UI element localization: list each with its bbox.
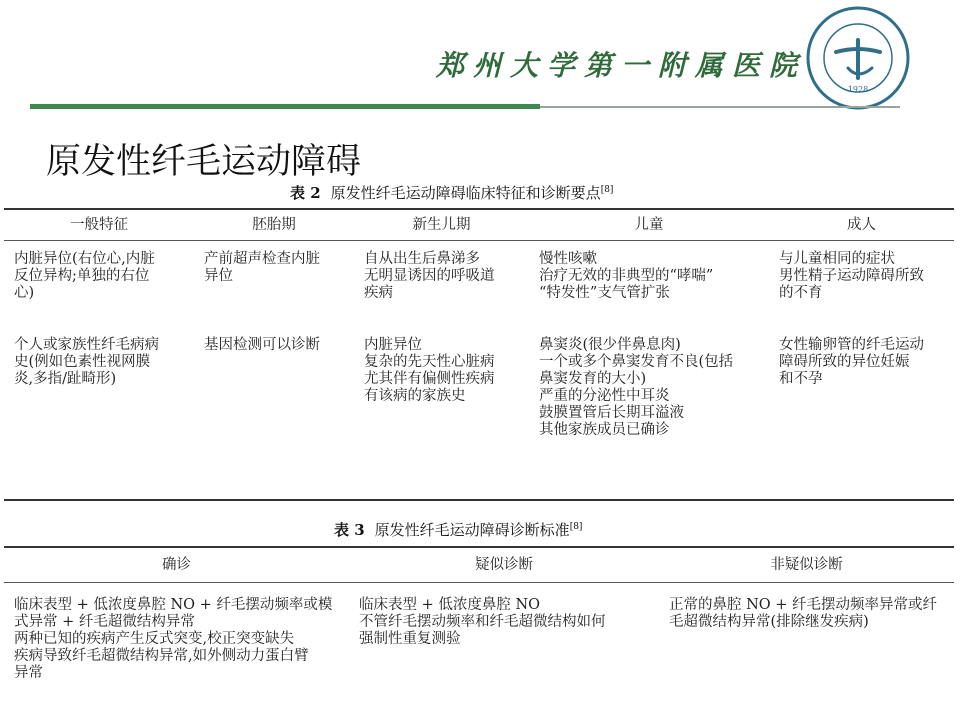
cell-line: 反位异构;单独的右位 (14, 268, 150, 284)
hospital-seal-icon (806, 6, 910, 110)
table2-column-header: 一般特征 (4, 209, 194, 241)
table3-column-header: 疑似诊断 (349, 547, 659, 583)
cell-line: “特发性”支气管扩张 (539, 285, 670, 301)
table-cell (4, 241, 194, 338)
table-cell (529, 337, 769, 500)
cell-line: 一个或多个鼻窦发育不良(包括 (539, 354, 734, 370)
table-row (4, 337, 954, 500)
cell-line: 尤其伴有偏侧性疾病 (364, 371, 495, 387)
table-cell (529, 241, 769, 338)
table3-label: 表 3 (334, 521, 365, 539)
logo-year: 1928 (847, 85, 869, 94)
cell-line: 产前超声检查内脏 (204, 251, 320, 267)
cell-line: 内脏异位 (364, 337, 422, 353)
cell-line: 鼓膜置管后长期耳溢液 (539, 405, 684, 421)
table2-caption (290, 182, 613, 203)
table-cell (354, 337, 529, 500)
table2-column-header: 儿童 (529, 209, 769, 241)
table-cell (194, 241, 354, 338)
table2-caption-text: 原发性纤毛运动障碍临床特征和诊断要点 (330, 184, 601, 202)
cell-line: 治疗无效的非典型的“哮喘” (539, 268, 714, 284)
cell-line: 史(例如色素性视网膜 (14, 354, 151, 370)
table-cell (659, 583, 954, 718)
cell-line: 与儿童相同的症状 (779, 251, 895, 267)
table3-caption-text: 原发性纤毛运动障碍诊断标准 (374, 521, 570, 539)
cell-line: 个人或家族性纤毛病病 (14, 337, 159, 353)
table3-caption (334, 519, 582, 540)
table3 (4, 546, 954, 717)
table2-header-row (4, 209, 954, 241)
cell-line: 异位 (204, 268, 233, 284)
header-divider-grey (540, 106, 900, 108)
table2-label: 表 2 (290, 184, 321, 202)
cell-line: 异常 (14, 665, 43, 681)
cell-line: 和不孕 (779, 371, 823, 387)
cell-line: 鼻窦发育的大小) (539, 371, 647, 387)
table3-ref: [8] (569, 522, 583, 532)
cell-line: 疾病导致纤毛超微结构异常,如外侧动力蛋白臂 (14, 648, 309, 664)
cell-line: 自从出生后鼻涕多 (364, 251, 480, 267)
table3-column-header: 非疑似诊断 (659, 547, 954, 583)
table-cell (769, 241, 954, 338)
table-cell (194, 337, 354, 500)
header-divider-green (30, 104, 540, 109)
table2-column-header: 胚胎期 (194, 209, 354, 241)
table-cell (354, 241, 529, 338)
cell-line: 内脏异位(右位心,内脏 (14, 251, 155, 267)
cell-line: 两种已知的疾病产生反式突变,校正突变缺失 (14, 631, 295, 647)
cell-line: 鼻窦炎(很少伴鼻息肉) (539, 337, 681, 353)
table-cell (769, 337, 954, 500)
cell-line: 正常的鼻腔 NO + 纤毛摆动频率异常或纤 (669, 597, 938, 613)
table2 (4, 208, 954, 501)
cell-line: 基因检测可以诊断 (204, 337, 320, 353)
cell-line: 女性输卵管的纤毛运动 (779, 337, 924, 353)
cell-line: 毛超微结构异常(排除继发疾病) (669, 614, 869, 630)
cell-line: 严重的分泌性中耳炎 (539, 388, 670, 404)
hospital-name: 郑州大学第一附属医院 (436, 49, 807, 82)
table-cell (4, 337, 194, 500)
cell-line: 的不育 (779, 285, 823, 301)
table2-column-header: 成人 (769, 209, 954, 241)
table3-header-row (4, 547, 954, 583)
cell-line: 男性精子运动障碍所致 (779, 268, 924, 284)
slide-title: 原发性纤毛运动障碍 (46, 142, 362, 182)
cell-line: 其他家族成员已确诊 (539, 422, 670, 438)
cell-line: 无明显诱因的呼吸道 (364, 268, 495, 284)
cell-line: 临床表型 + 低浓度鼻腔 NO (359, 597, 541, 613)
table-row (4, 241, 954, 338)
cell-line: 心) (14, 285, 35, 301)
table-cell (349, 583, 659, 718)
cell-line: 复杂的先天性心脏病 (364, 354, 495, 370)
cell-line: 慢性咳嗽 (539, 251, 597, 267)
cell-line: 炎,多指/趾畸形) (14, 371, 117, 387)
table2-ref: [8] (600, 185, 614, 195)
table-cell (4, 583, 349, 718)
cell-line: 不管纤毛摆动频率和纤毛超微结构如何 (359, 614, 606, 630)
cell-line: 有该病的家族史 (364, 388, 466, 404)
cell-line: 障碍所致的异位妊娠 (779, 354, 910, 370)
table3-column-header: 确诊 (4, 547, 349, 583)
table-row (4, 583, 954, 718)
cell-line: 疾病 (364, 285, 393, 301)
cell-line: 式异常 + 纤毛超微结构异常 (14, 614, 195, 630)
cell-line: 强制性重复测验 (359, 631, 461, 647)
table2-column-header: 新生儿期 (354, 209, 529, 241)
cell-line: 临床表型 + 低浓度鼻腔 NO + 纤毛摆动频率或模 (14, 597, 333, 613)
